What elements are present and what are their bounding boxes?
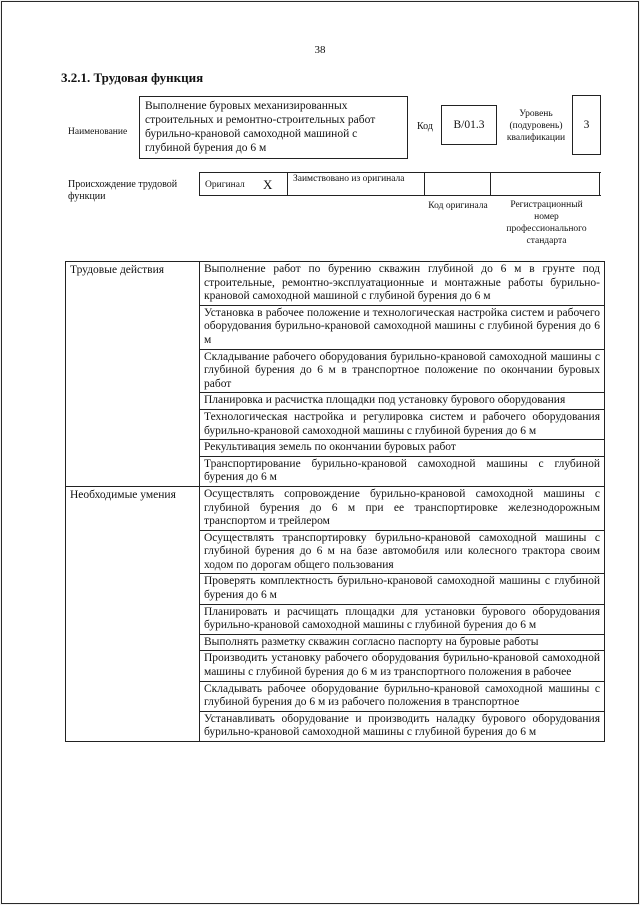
- function-table: [65, 261, 605, 742]
- item-cell: Складывание рабочего оборудования бурильно-крановой самоходной машины с глубиной бурения до 6 м в транспортное положение по окончании буровых работ: [200, 349, 605, 393]
- item-cell: Выполнять разметку скважин согласно паспорту на буровые работы: [200, 634, 605, 651]
- registration-number-label: Регистрационный номер профессионального стандарта: [506, 200, 587, 246]
- level-box: 3: [572, 95, 601, 155]
- section-heading: 3.2.1. Трудовая функция: [61, 70, 204, 85]
- item-cell: Планировка и расчистка площадки под установку бурового оборудования: [200, 393, 605, 410]
- item-cell: Осуществлять транспортировку бурильно-крановой самоходной машины с глубиной бурения до 6 м на базе автомобиля или колесного трактора своим ходом по дорогам общего пользования: [200, 530, 605, 574]
- origin-row: [199, 172, 601, 196]
- code-box: B/01.3: [441, 105, 497, 145]
- category-cell: Трудовые действия: [66, 262, 200, 487]
- origin-label: Происхождение трудовой функции: [68, 179, 178, 202]
- category-cell: Необходимые умения: [66, 486, 200, 741]
- item-cell: Осуществлять сопровождение бурильно-крановой самоходной машины с глубиной бурения до 6 м при ее транспортировке железнодорожным транспортом и трейлером: [200, 486, 605, 530]
- item-cell: Производить установку рабочего оборудования бурильно-крановой самоходной машины с глубиной бурения до 6 м из транспортного положения в рабочее: [200, 651, 605, 681]
- borrowed-label: Заимствовано из оригинала: [293, 174, 405, 184]
- item-cell: Устанавливать оборудование и производить наладку бурового оборудования бурильно-крановой самоходной машины с глубиной бурения до 6 м: [200, 711, 605, 741]
- function-name-box: Выполнение буровых механизированных строительных и ремонтно-строительных работ бурильно-крановой самоходной машиной с глубиной бурения до 6 м: [139, 96, 408, 159]
- item-cell: Выполнение работ по бурению скважин глубиной до 6 м в грунте под строительные, ремонтно-эксплуатационные и монтажные работы бурильно-крановой самоходной машиной с глубиной бурения до 6 м: [200, 262, 605, 306]
- code-original-label: Код оригинала: [428, 201, 488, 211]
- item-cell: Технологическая настройка и регулировка систем и рабочего оборудования бурильно-крановой самоходной машины с глубиной бурения до 6 м: [200, 409, 605, 439]
- original-label: Оригинал: [205, 180, 245, 190]
- item-cell: Проверять комплектность бурильно-крановой самоходной машины с глубиной бурения до 6 м: [200, 574, 605, 604]
- item-cell: Установка в рабочее положение и технологическая настройка систем и рабочего оборудования бурильно-крановой самоходной машины с глубиной бурения до 6 м: [200, 305, 605, 349]
- code-label: Код: [417, 121, 433, 132]
- original-mark: X: [263, 177, 273, 192]
- item-cell: Планировать и расчищать площадки для установки бурового оборудования бурильно-крановой самоходной машины с глубиной бурения до 6 м: [200, 604, 605, 634]
- page-number: 38: [314, 44, 326, 56]
- item-cell: Транспортирование бурильно-крановой самоходной машины с глубиной бурения до 6 м: [200, 456, 605, 486]
- item-cell: Складывать рабочее оборудование бурильно-крановой самоходной машины с глубиной бурения до 6 м из рабочего положения в транспортное: [200, 681, 605, 711]
- item-cell: Рекультивация земель по окончании буровых работ: [200, 440, 605, 457]
- level-label: Уровень (подуровень) квалификации: [506, 109, 566, 143]
- table-row: [66, 486, 605, 530]
- name-label: Наименование: [68, 127, 128, 137]
- table-row: [66, 262, 605, 306]
